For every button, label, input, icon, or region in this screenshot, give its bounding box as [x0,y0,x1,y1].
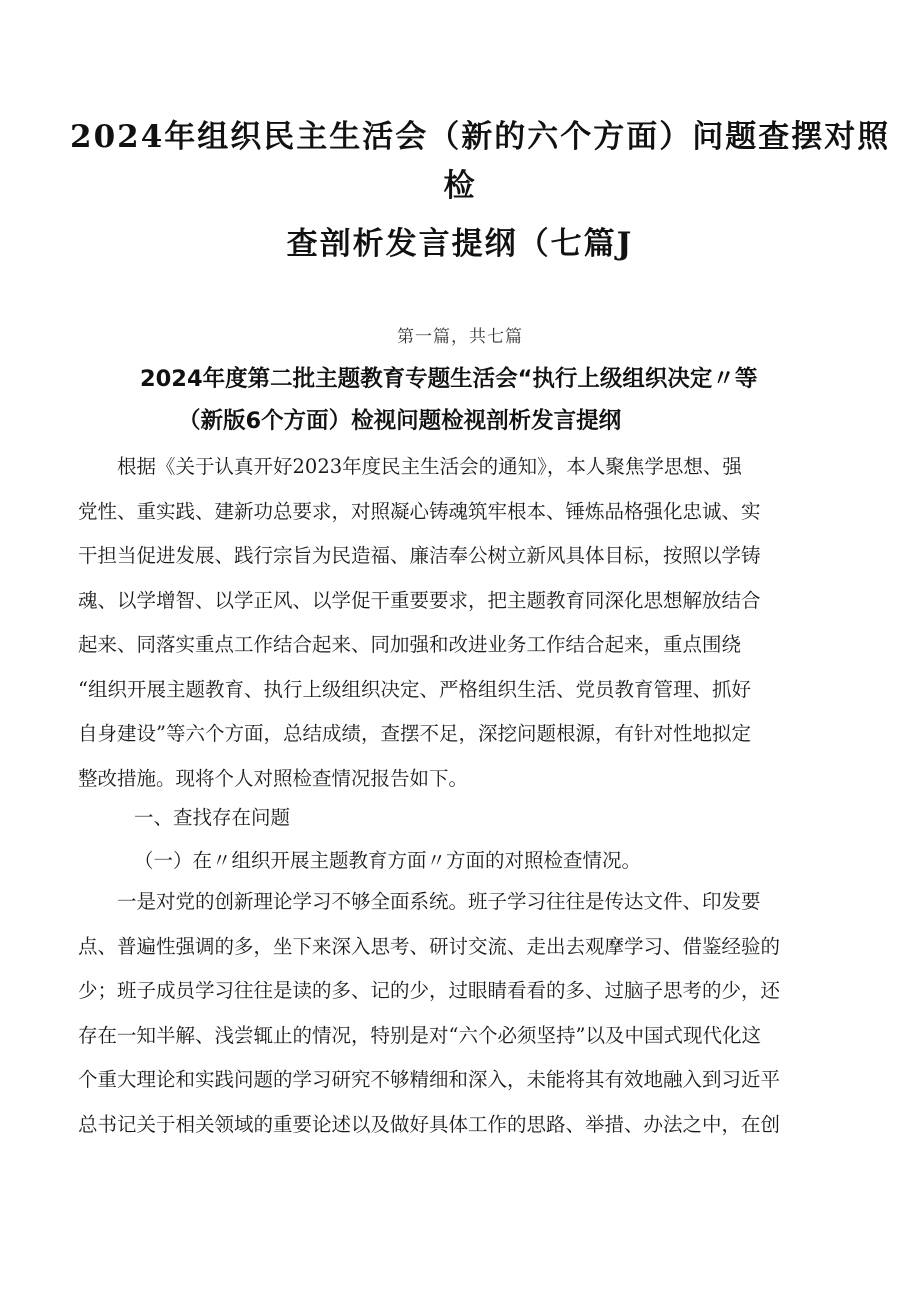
paragraph-line: 起来、同落实重点工作结合起来、同加强和改进业务工作结合起来，重点围绕 [78,633,742,656]
paragraph-line: 干担当促进发展、践行宗旨为民造福、廉洁奉公树立新风具体目标，按照以学铸 [78,544,761,567]
paragraph-line: 个重大理论和实践问题的学习研究不够精细和深入，未能将其有效地融入到习近平 [78,1068,781,1091]
body-paragraph [78,880,858,1147]
paragraph-line: 党性、重实践、建新功总要求，对照凝心铸魂筑牢根本、锤炼品格强化忠诚、实 [78,499,761,523]
document-title-line-1: 2024年组织民主生活会（新的六个方面）问题查摆对照 [70,119,891,155]
paragraph-line: 自身建设”等六个方面，总结成绩，查摆不足，深挖问题根源，有针对性地拟定 [78,722,751,745]
paragraph-line: 点、普遍性强调的多，坐下来深入思考、研讨交流、走出去观摩学习、借鉴经验的 [78,934,781,958]
document-title-line-2: 检 [443,168,477,204]
paragraph-line: 根据《关于认真开好2023年度民主生活会的通知》，本人聚焦学思想、强 [78,455,742,478]
paragraph-line: 少；班子成员学习往往是读的多、记的少，过眼睛看看的多、过脑子思考的少，还 [78,979,781,1002]
paragraph-line: 整改措施。现将个人对照检查情况报告如下。 [78,766,469,790]
document-title-line-3: 查剖析发言提纲（七篇J [286,226,634,262]
paragraph-line: 总书记关于相关领域的重要论述以及做好具体工作的思路、举措、办法之中，在创 [78,1112,781,1136]
subtitle-line-2: （新版6个方面）检视问题检视剖析发言提纲 [178,408,622,434]
section-heading: 一、查找存在问题 [134,806,291,829]
paragraph-line: “组织开展主题教育、执行上级组织决定、严格组织生活、党员教育管理、抓好 [78,677,751,701]
subsection-heading: （一）在〃组织开展主题教育方面〃方面的对照检查情况。 [134,849,642,872]
intro-paragraph [78,445,858,801]
subtitle-line-1: 2024年度第二批主题教育专题生活会“执行上级组织决定〃等 [140,366,758,392]
paragraph-line: 存在一知半解、浅尝辄止的情况，特别是对“六个必须坚持”以及中国式现代化这 [78,1023,761,1047]
paragraph-line: 魂、以学增智、以学正风、以学促干重要要求，把主题教育同深化思想解放结合 [78,588,761,612]
paragraph-line: 一是对党的创新理论学习不够全面系统。班子学习往往是传达文件、印发要 [78,890,761,913]
section-label: 第一篇，共七篇 [397,327,523,347]
